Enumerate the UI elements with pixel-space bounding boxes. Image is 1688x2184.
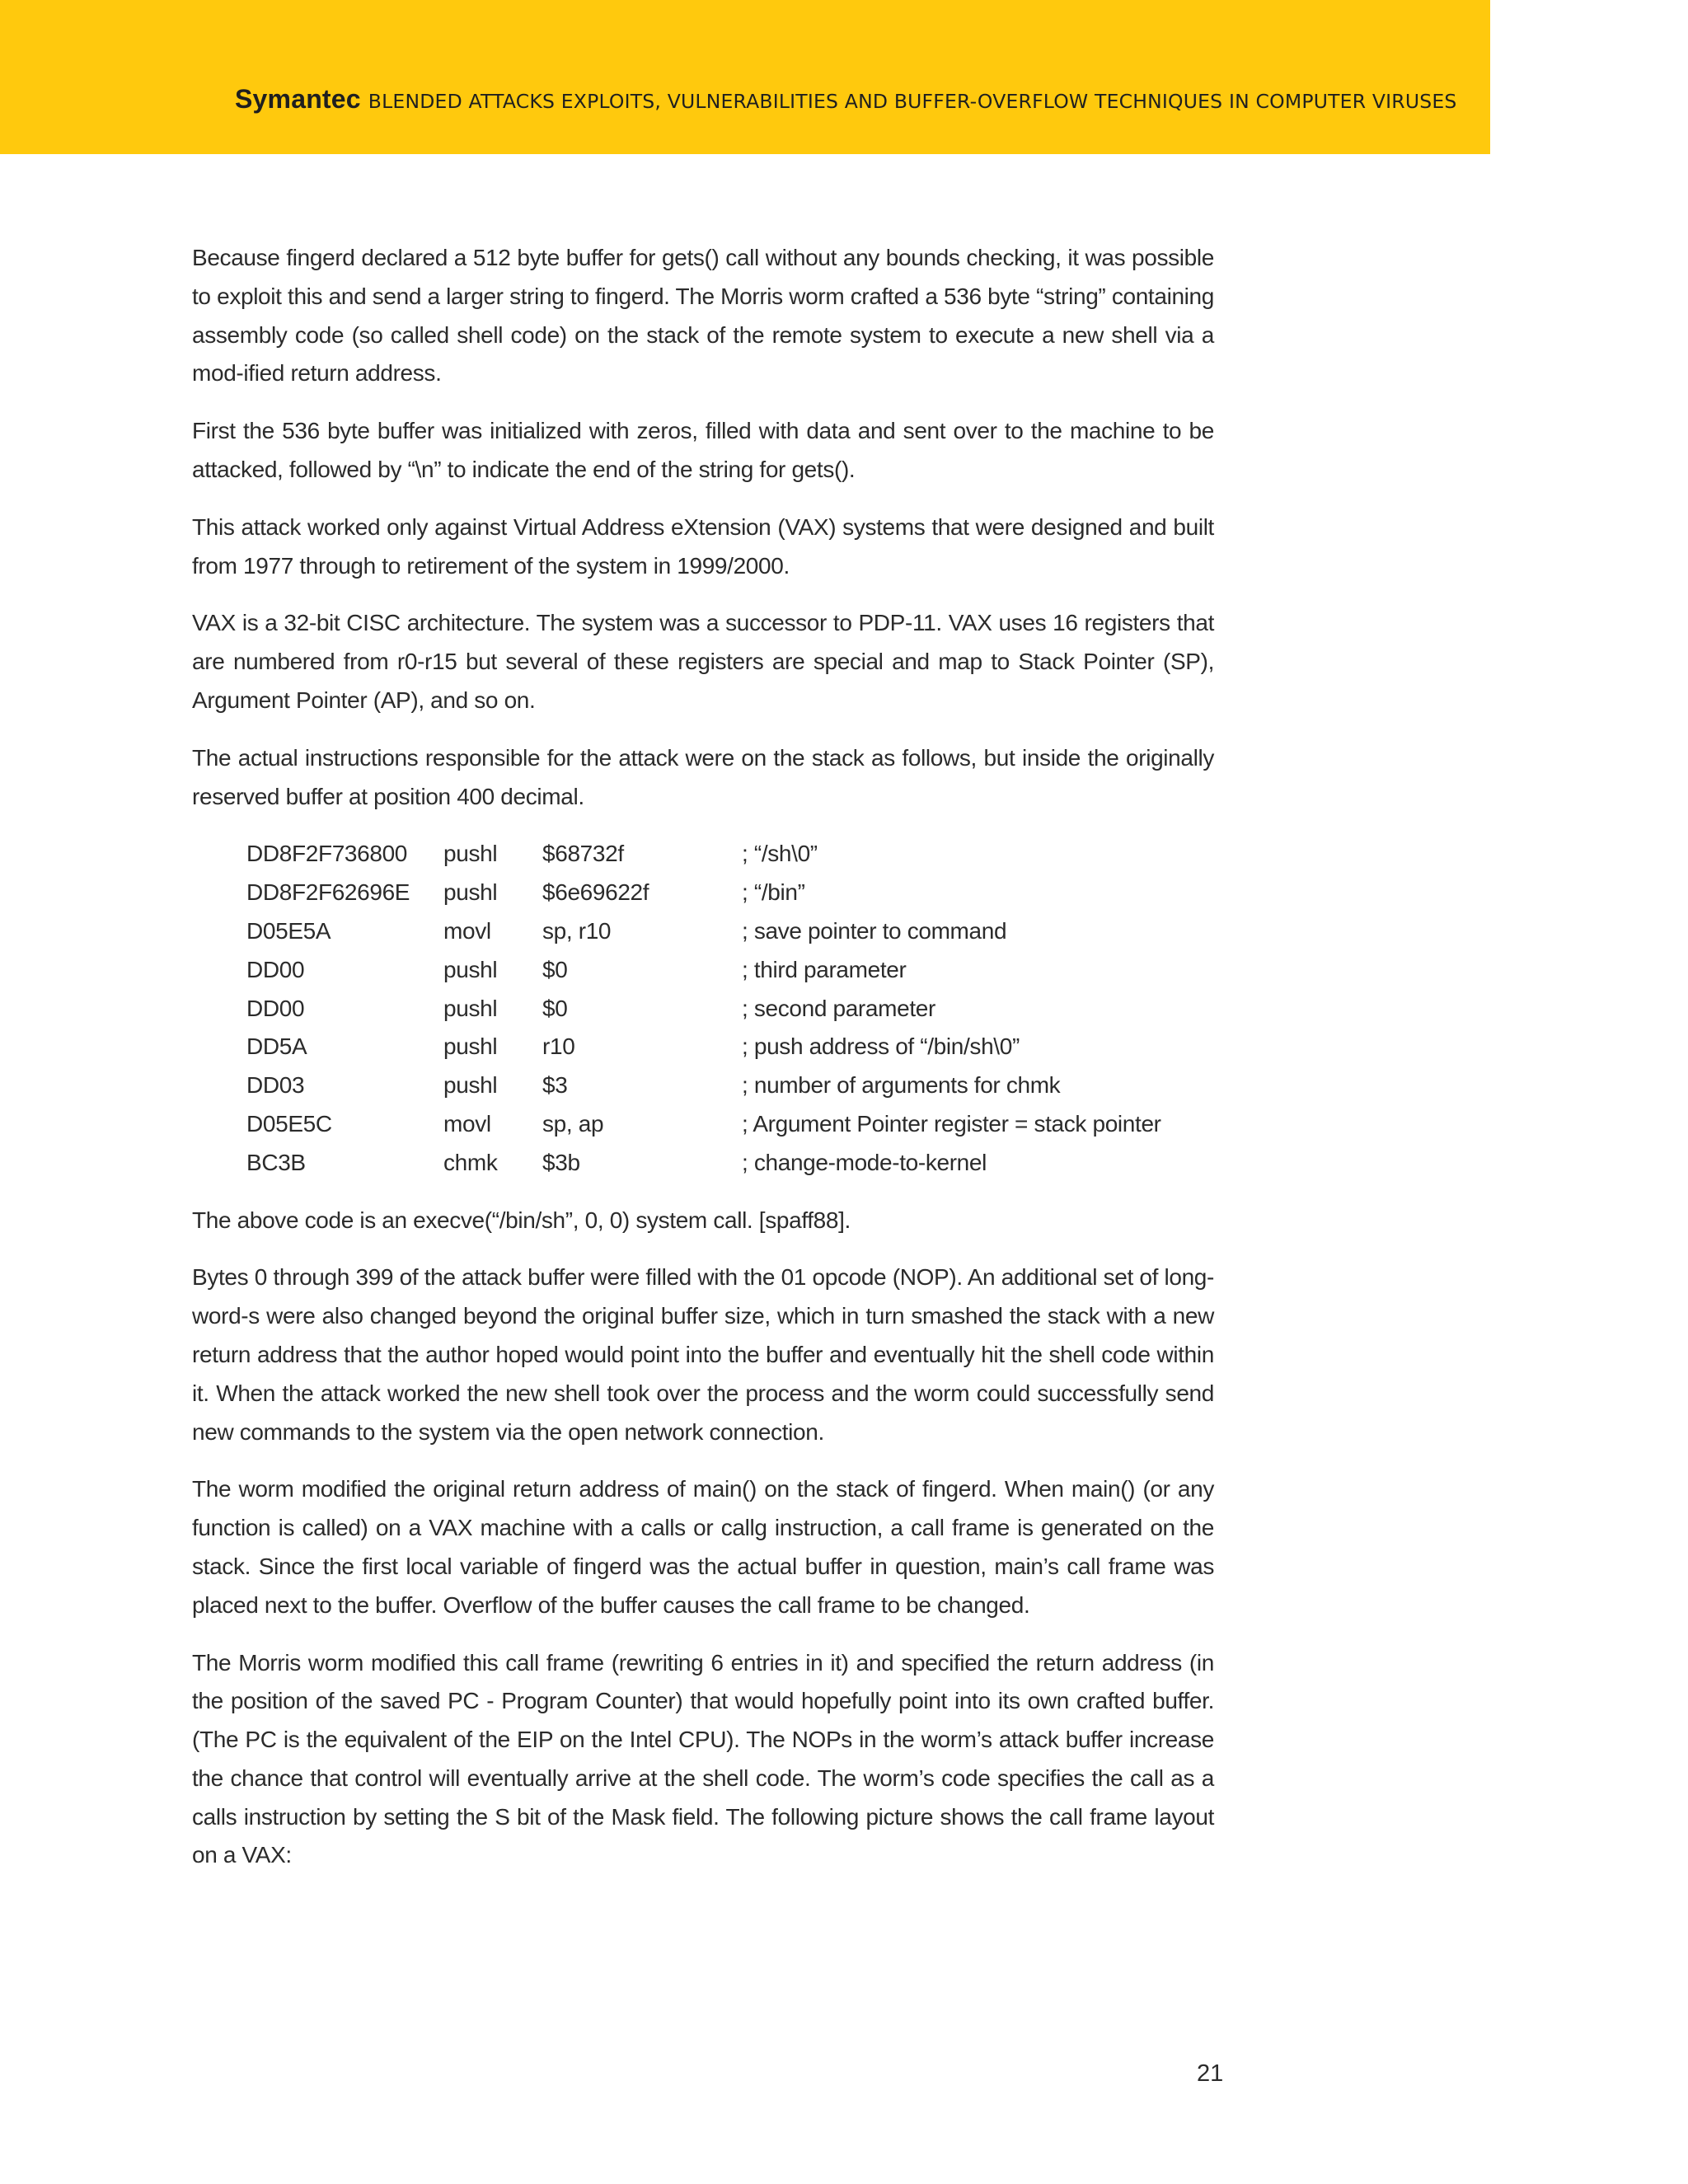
operand: sp, r10 xyxy=(542,917,612,944)
mnemonic: pushl xyxy=(443,841,498,867)
code-row xyxy=(246,835,1161,874)
operand: $6e69622f xyxy=(542,879,649,906)
operand: $0 xyxy=(542,995,568,1021)
code-row xyxy=(246,990,1161,1029)
opcode-hex: D05E5C xyxy=(246,1110,332,1137)
operand: $68732f xyxy=(542,841,624,867)
operand: $0 xyxy=(542,956,568,982)
body-paragraph: The above code is an execve(“/bin/sh”, 0, 0) system call. [spaff88]. xyxy=(192,1207,851,1233)
opcode-hex: DD00 xyxy=(246,995,305,1021)
operand: sp, ap xyxy=(542,1110,604,1137)
body-paragraph: The Morris worm modified this call frame (rewriting 6 entries in it) and specified the return address (in the position of the saved PC - Program Counter) that would hopefully point into its own crafted buffer. (The PC is the equivalent of the EIP on the Intel CPU). The NOPs in the worm’s attack buffer increase the chance that control will eventually arrive at the shell code. The worm’s code specifies the call as a calls instruction by setting the S bit of the Mask field. The following picture shows the call frame layout on a VAX: xyxy=(192,1649,1214,1868)
code-row xyxy=(246,1144,1161,1183)
code-comment: ; “/sh\0” xyxy=(742,841,818,867)
opcode-hex: DD00 xyxy=(246,956,305,982)
opcode-hex: D05E5A xyxy=(246,917,331,944)
code-comment: ; “/bin” xyxy=(742,879,805,906)
operand: r10 xyxy=(542,1033,575,1060)
code-row xyxy=(246,874,1161,912)
header-band xyxy=(0,0,1490,154)
code-row xyxy=(246,1028,1161,1066)
operand: $3 xyxy=(542,1072,568,1099)
body-paragraph: Because fingerd declared a 512 byte buffer for gets() call without any bounds checking, it was possible to exploit this and send a larger string to fingerd. The Morris worm crafted a 536 byte “string” containing assembly code (so called shell code) on the stack of the remote system to execute a new shell via a mod-ified return address. xyxy=(192,245,1214,387)
code-comment: ; third parameter xyxy=(742,956,907,982)
opcode-hex: DD8F2F736800 xyxy=(246,841,408,867)
code-row xyxy=(246,951,1161,990)
brand-name: Symantec xyxy=(235,84,361,114)
opcode-hex: DD8F2F62696E xyxy=(246,879,410,906)
page-number: 21 xyxy=(1197,2060,1224,2087)
code-comment: ; Argument Pointer register = stack pointer xyxy=(742,1110,1161,1137)
opcode-hex: BC3B xyxy=(246,1149,306,1175)
assembly-listing xyxy=(246,835,1161,1182)
code-row xyxy=(246,1066,1161,1105)
code-comment: ; push address of “/bin/sh\0” xyxy=(742,1033,1020,1060)
opcode-hex: DD5A xyxy=(246,1033,307,1060)
mnemonic: pushl xyxy=(443,956,498,982)
mnemonic: pushl xyxy=(443,1072,498,1099)
code-comment: ; number of arguments for chmk xyxy=(742,1072,1061,1099)
code-row xyxy=(246,912,1161,951)
mnemonic: pushl xyxy=(443,1033,498,1060)
body-paragraph: First the 536 byte buffer was initialized with zeros, filled with data and sent over to the machine to be attacked, followed by “\n” to indicate the end of the string for gets(). xyxy=(192,418,1214,482)
running-header xyxy=(235,84,1457,115)
mnemonic: movl xyxy=(443,1110,491,1137)
main-content xyxy=(192,239,1214,1894)
code-comment: ; second parameter xyxy=(742,995,935,1021)
code-comment: ; change-mode-to-kernel xyxy=(742,1149,987,1175)
mnemonic: chmk xyxy=(443,1149,498,1175)
body-paragraph: The worm modified the original return address of main() on the stack of fingerd. When main() (or any function is called) on a VAX machine with a calls or callg instruction, a call frame is generated on the stack. Since the first local variable of fingerd was the actual buffer in question, main’s call frame was placed next to the buffer. Overflow of the buffer causes the call frame to be changed. xyxy=(192,1476,1214,1618)
mnemonic: movl xyxy=(443,917,491,944)
body-paragraph: This attack worked only against Virtual Address eXtension (VAX) systems that were designed and built from 1977 through to retirement of the system in 1999/2000. xyxy=(192,513,1214,579)
opcode-hex: DD03 xyxy=(246,1072,305,1099)
operand: $3b xyxy=(542,1149,580,1175)
body-paragraph: VAX is a 32-bit CISC architecture. The system was a successor to PDP-11. VAX uses 16 registers that are numbered from r0-r15 but several of these registers are special and map to Stack Pointer (SP), Argument Pointer (AP), and so on. xyxy=(192,610,1214,713)
body-paragraph: Bytes 0 through 399 of the attack buffer were filled with the 01 opcode (NOP). An additional set of long-word-s were also changed beyond the original buffer size, which in turn smashed the stack with a new return address that the author hoped would point into the buffer and eventually hit the shell code within it. When the attack worked the new shell took over the process and the worm could successfully send new commands to the system via the open network connection. xyxy=(192,1264,1214,1445)
code-row xyxy=(246,1105,1161,1144)
body-paragraph: The actual instructions responsible for the attack were on the stack as follows, but inside the originally reserved buffer at position 400 decimal. xyxy=(192,744,1214,809)
mnemonic: pushl xyxy=(443,995,498,1021)
code-comment: ; save pointer to command xyxy=(742,917,1007,944)
mnemonic: pushl xyxy=(443,879,498,906)
document-title: BLENDED ATTACKS EXPLOITS, VULNERABILITIES AND BUFFER-OVERFLOW TECHNIQUES IN COMPUTER VIRUSES xyxy=(368,90,1457,113)
